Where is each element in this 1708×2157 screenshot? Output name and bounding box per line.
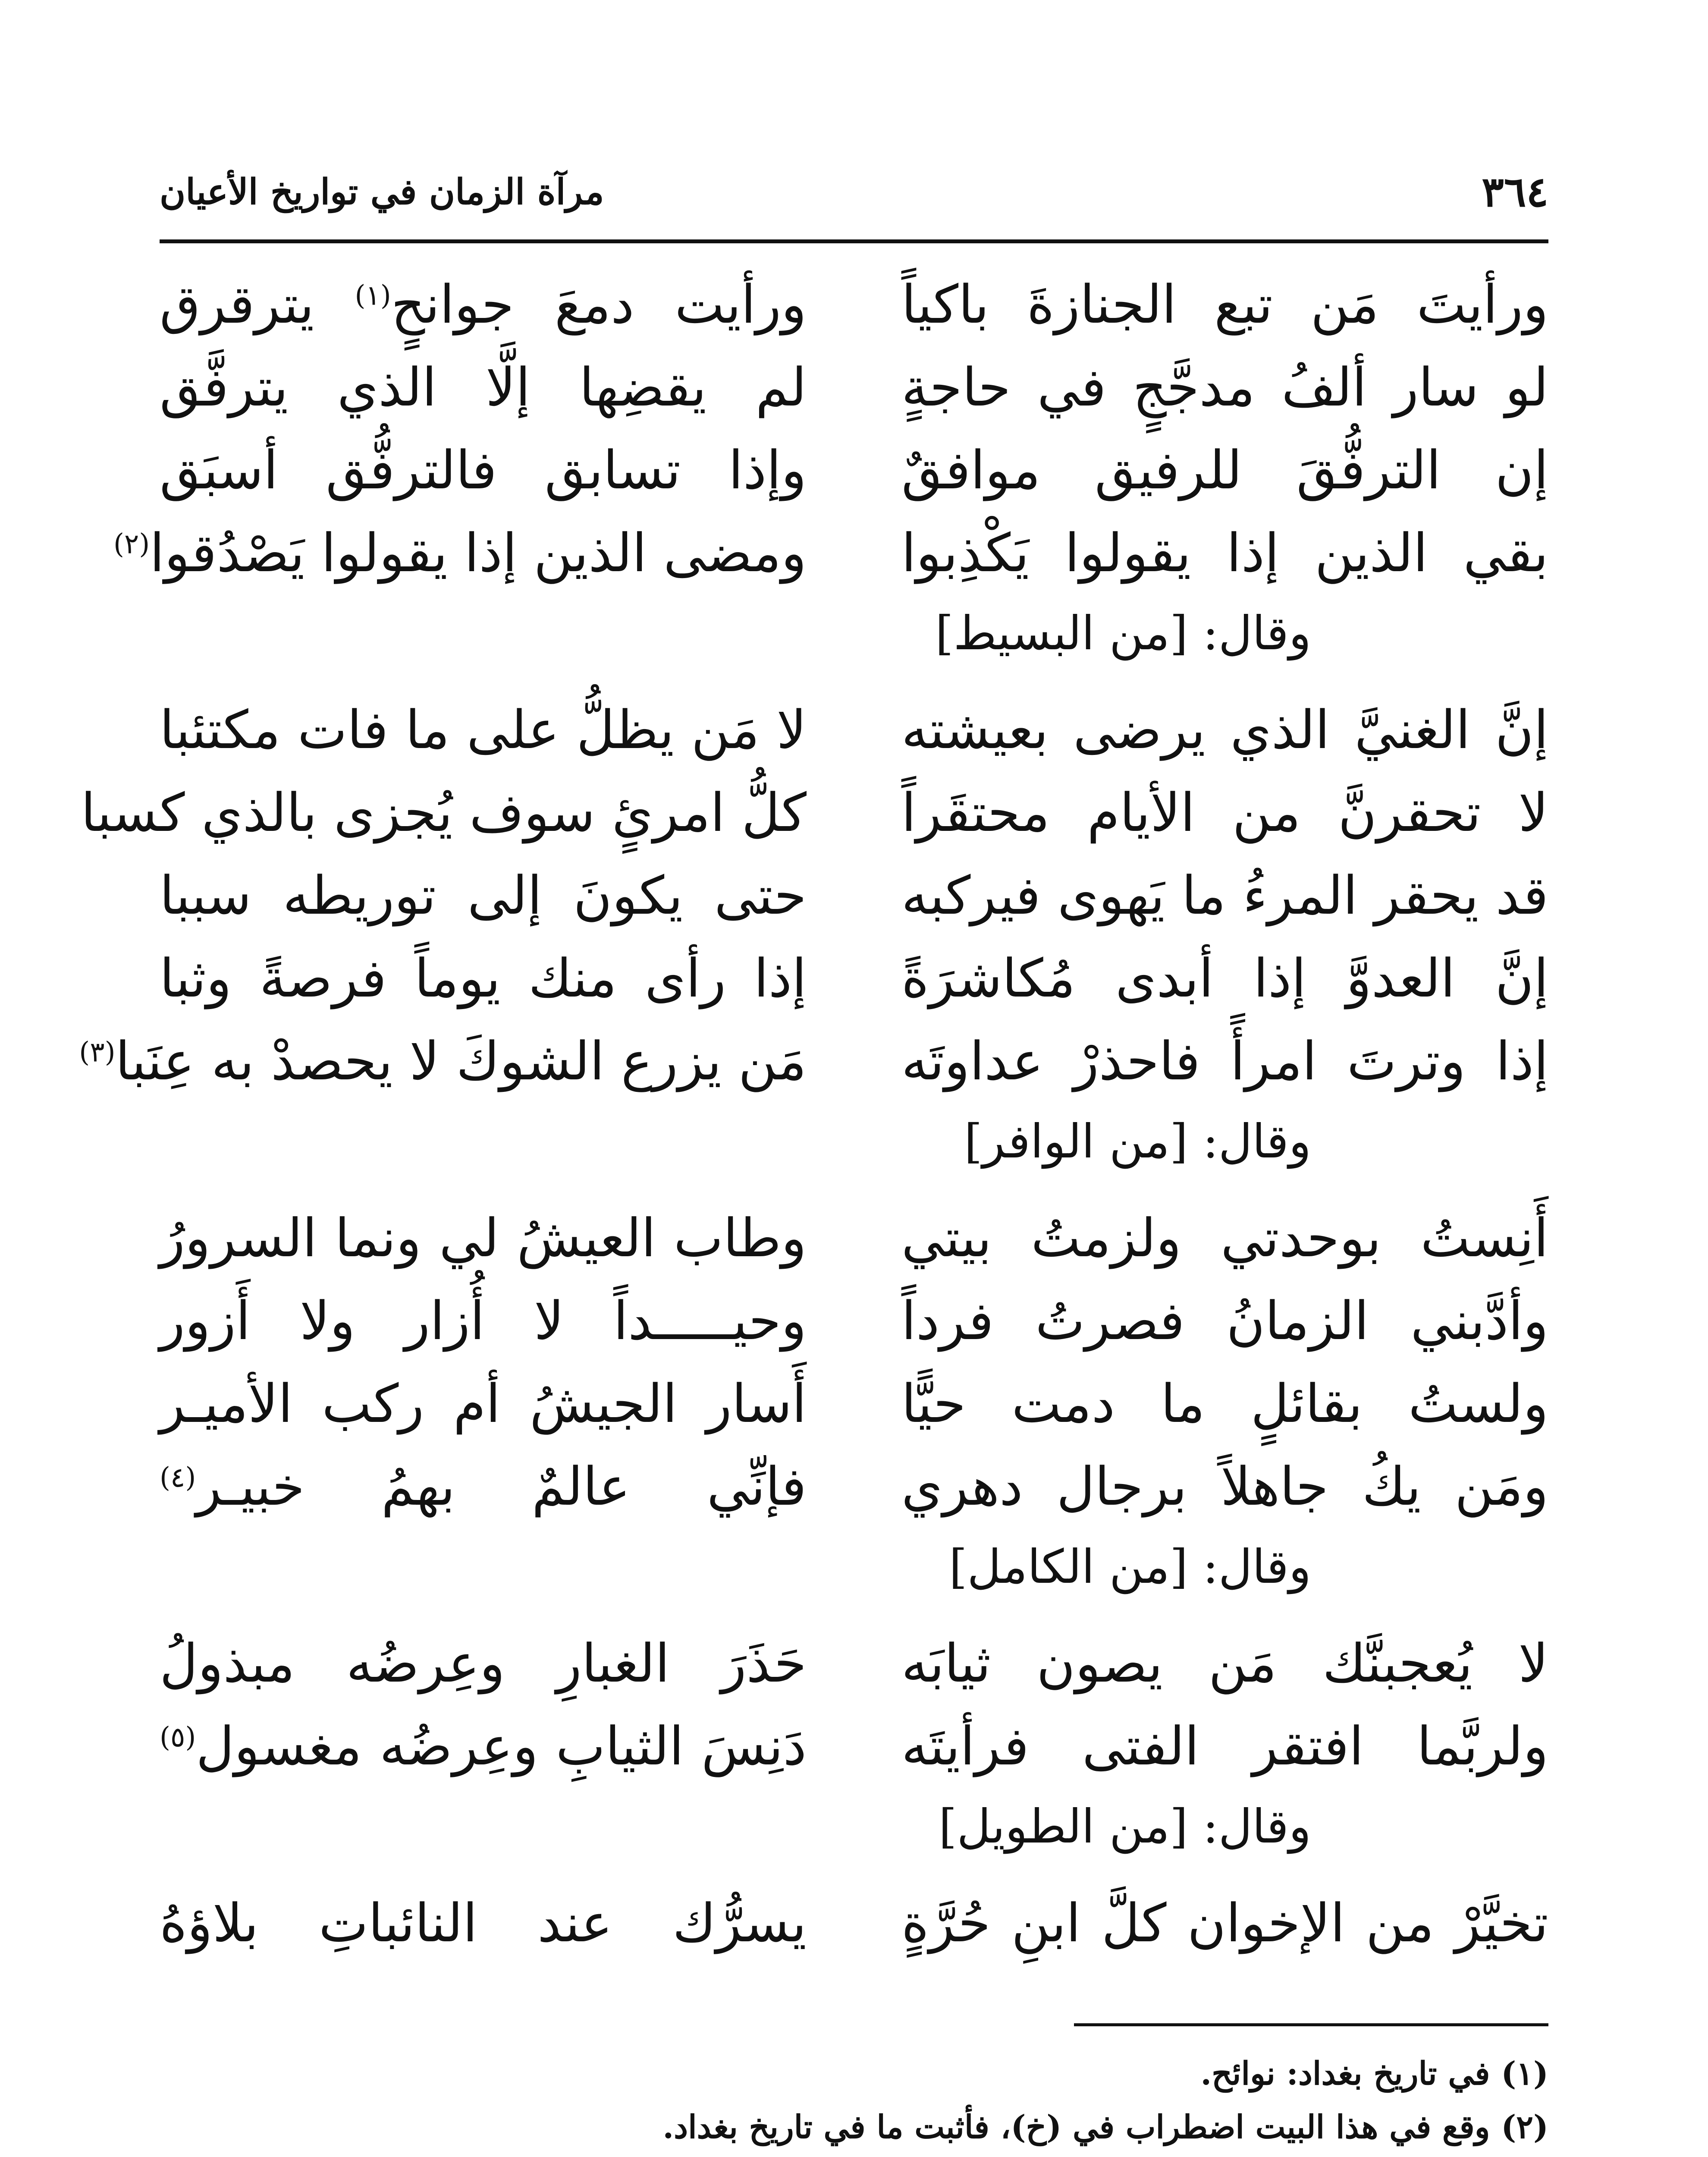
second-hemistich	[79, 1020, 807, 1103]
hemistich-text: يترقرق	[160, 274, 355, 335]
verse-line	[160, 854, 1548, 937]
first-hemistich: وأدَّبني الزمانُ فصرتُ فرداً	[901, 1290, 1548, 1352]
second-hemistich: كلُّ امرئٍ سوف يُجزى بالذي كسبا	[81, 782, 807, 843]
hemistich-text: فإنِّي عالمٌ بهمُ خبيـر	[196, 1456, 807, 1517]
second-hemistich: حَذَرَ الغبارِ وعِرضُه مبذولُ	[160, 1633, 807, 1694]
meter-heading: وقال: [من البسيط]	[935, 607, 1311, 660]
second-hemistich: لم يقضِها إلَّا الذي يترفَّق	[160, 357, 807, 418]
hemistich-text: دَنِسَ الثيابِ وعِرضُه مغسول	[196, 1716, 807, 1777]
footnote-1: (١) في تاريخ بغداد: نوائح.	[1200, 2055, 1548, 2092]
footnote-marker: (١)	[355, 280, 391, 312]
verse-line	[160, 689, 1548, 771]
verse-line	[160, 429, 1548, 512]
poem-body	[79, 263, 1548, 1965]
meter-heading: وقال: [من الوافر]	[964, 1115, 1311, 1169]
first-hemistich: إنَّ العدوَّ إذا أبدى مُكاشرَةً	[901, 948, 1548, 1009]
first-hemistich: ولربَّما افتقر الفتى فرأيتَه	[901, 1716, 1548, 1777]
running-title: مرآة الزمان في تواريخ الأعيان	[160, 171, 604, 213]
first-hemistich: تخيَّرْ من الإخوان كلَّ ابنِ حُرَّةٍ	[901, 1893, 1548, 1954]
page-number: ٣٦٤	[1482, 167, 1548, 216]
second-hemistich: أَسار الجيشُ أم ركب الأميـر	[160, 1373, 807, 1434]
verse-line	[160, 1362, 1548, 1445]
first-hemistich: إذا وترتَ امرأً فاحذرْ عداوتَه	[901, 1031, 1548, 1092]
verse-line	[160, 1882, 1548, 1965]
verse-line	[160, 1705, 1548, 1788]
header-rule	[160, 239, 1548, 243]
hemistich-text: ومضى الذين إذا يقولوا يَصْدُقوا	[150, 522, 807, 584]
first-hemistich: لا تحقرنَّ من الأيام محتقَراً	[901, 782, 1548, 843]
second-hemistich: يسرُّك عند النائباتِ بلاؤهُ	[160, 1893, 807, 1954]
footnote-marker: (٥)	[160, 1721, 196, 1754]
first-hemistich: قد يحقر المرءُ ما يَهوى فيركبه	[901, 865, 1548, 926]
first-hemistich: إنَّ الغنيَّ الذي يرضى بعيشته	[901, 699, 1548, 761]
verse-line	[160, 1197, 1548, 1280]
verse-line	[160, 1280, 1548, 1362]
page-header	[160, 164, 1548, 220]
hemistich-text: مَن يزرع الشوكَ لا يحصدْ به عِنَبا	[115, 1031, 807, 1092]
footnote-3	[160, 2154, 1548, 2157]
first-hemistich: إن الترفُّقَ للرفيق موافقٌ	[901, 440, 1548, 501]
footnote-rule	[1074, 2023, 1548, 2026]
footnotes	[160, 2047, 1548, 2157]
verse-line	[160, 346, 1548, 429]
footnote-2: (٢) وقع في هذا البيت اضطراب في (خ)، فأثبت ما في تاريخ بغداد.	[662, 2109, 1548, 2146]
first-hemistich: لو سار ألفُ مدجَّجٍ في حاجةٍ	[901, 357, 1548, 418]
first-hemistich: أَنِستُ بوحدتي ولزمتُ بيتي	[901, 1207, 1548, 1269]
stanza-gap	[160, 1607, 1548, 1622]
meter-heading: وقال: [من الطويل]	[939, 1800, 1311, 1854]
stanza-gap	[160, 1181, 1548, 1197]
stanza-gap	[160, 1866, 1548, 1882]
verse-line	[79, 1020, 1548, 1103]
first-hemistich: بقي الذين إذا يقولوا يَكْذِبوا	[901, 522, 1548, 584]
hemistich-text: ورأيت دمعَ جوانحٍ	[391, 274, 807, 335]
second-hemistich: إذا رأى منك يوماً فرصةً وثبا	[160, 948, 807, 1009]
verse-line	[160, 1445, 1548, 1528]
first-hemistich: ولستُ بقائلٍ ما دمت حيًّا	[901, 1373, 1548, 1434]
verse-line	[113, 512, 1548, 594]
footnote-marker: (٢)	[113, 528, 150, 560]
second-hemistich: لا مَن يظلُّ على ما فات مكتئبا	[160, 699, 807, 761]
first-hemistich: لا يُعجبنَّك مَن يصون ثيابَه	[901, 1633, 1548, 1694]
verse-line	[81, 771, 1548, 854]
footnote-marker: (٤)	[160, 1462, 196, 1494]
stanza-gap	[160, 673, 1548, 689]
first-hemistich: ورأيتَ مَن تبع الجنازةَ باكياً	[901, 274, 1548, 335]
second-hemistich	[113, 512, 807, 594]
verse-line	[160, 937, 1548, 1020]
verse-line	[160, 263, 1548, 346]
second-hemistich: وحيـــــداً لا أُزار ولا أَزور	[160, 1290, 807, 1352]
second-hemistich: وطاب العيشُ لي ونما السرورُ	[160, 1207, 807, 1269]
second-hemistich: حتى يكونَ إلى توريطه سببا	[160, 865, 807, 926]
second-hemistich	[160, 1445, 807, 1528]
second-hemistich: وإذا تسابق فالترفُّق أسبَق	[160, 440, 807, 501]
second-hemistich	[160, 1705, 807, 1788]
footnote-marker: (٣)	[79, 1036, 116, 1069]
first-hemistich: ومَن يكُ جاهلاً برجال دهري	[901, 1456, 1548, 1517]
meter-heading: وقال: [من الكامل]	[949, 1540, 1311, 1594]
second-hemistich	[160, 263, 807, 346]
verse-line	[160, 1622, 1548, 1705]
